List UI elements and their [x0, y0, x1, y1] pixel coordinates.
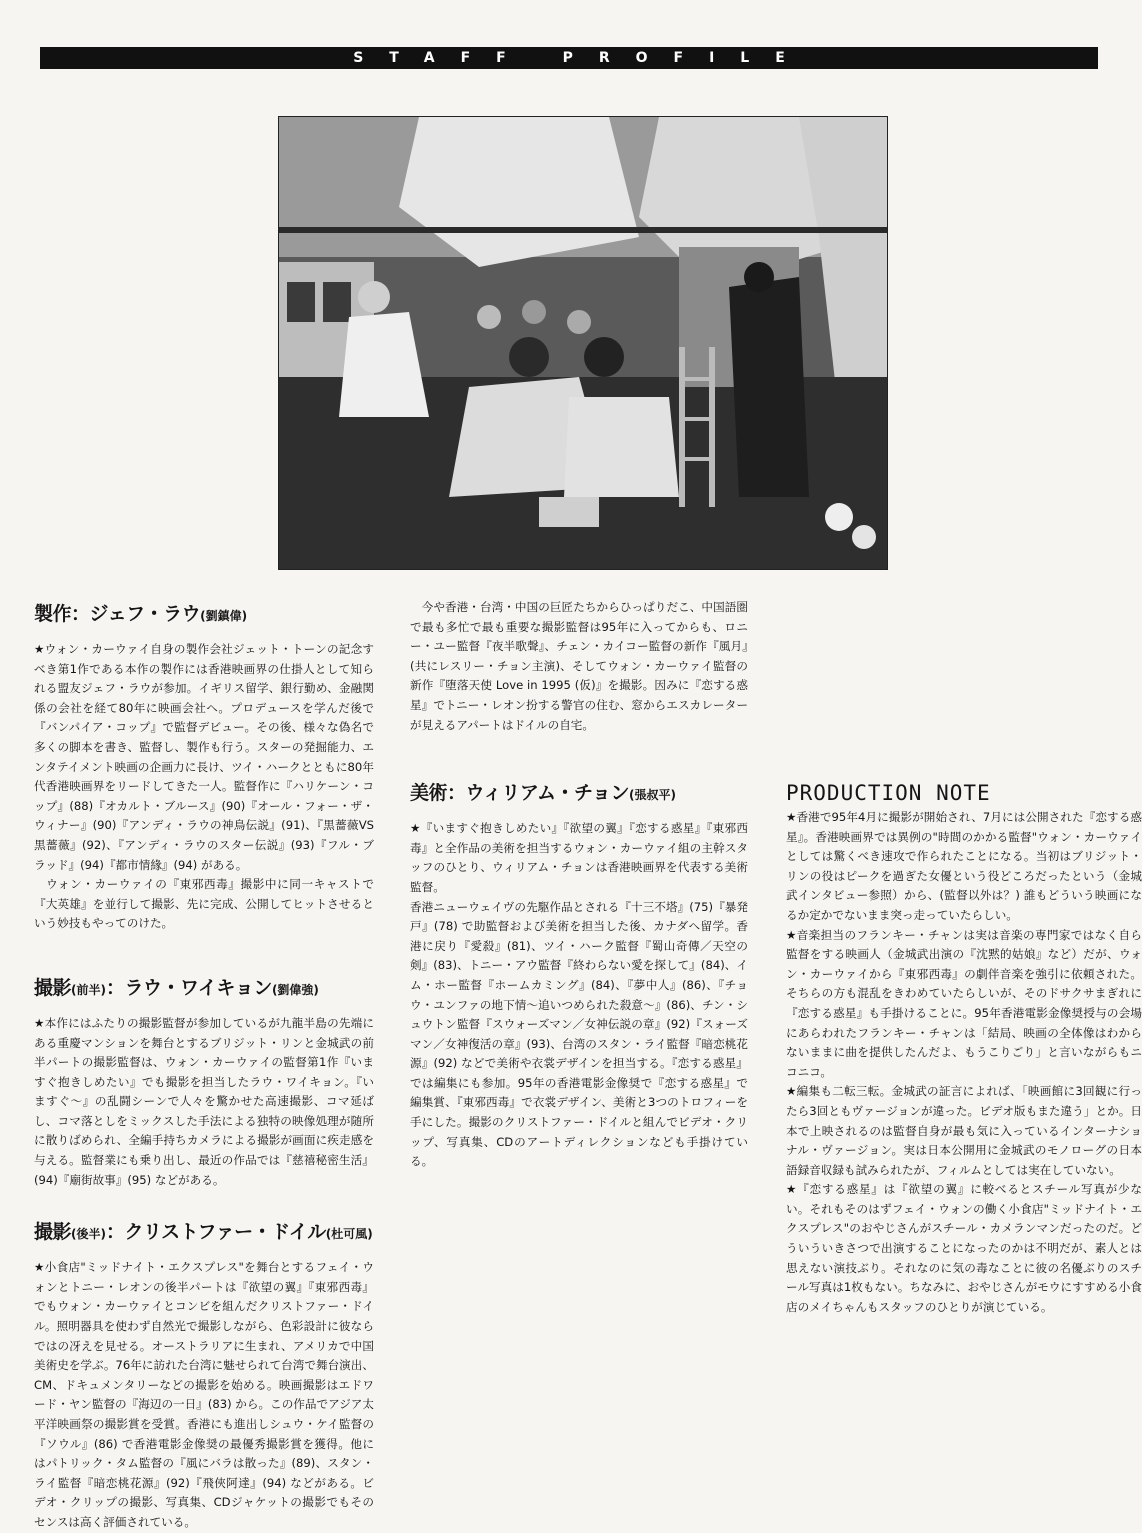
camera1-paragraph-1: ★本作にはふたりの撮影監督が参加しているが九龍半島の先端にある重慶マンションを舞台とするブリジット・リンと金城武の前半パートの撮影監督は、ウォン・カーウァイの監督第1作『いますぐ抱きしめたい』でも撮影を担当したラウ・ワイキョン。『いますぐ～』の乱闘シーンで人々を驚かせた高速撮影、コマ延ばし、コマ落としをミックスした手法による独特の映像処理が随所に散りばめられ、全編手持ちカメラによる撮影が画面に疾走感を与える。監督業にも乗り出し、最近の作品では『慈禧秘密生活』(94)『廟街故事』(95) などがある。 — [34, 1015, 374, 1187]
photo-illustration — [279, 117, 887, 569]
production-note-heading: PRODUCTION NOTE — [786, 781, 991, 805]
section-header-bar — [40, 47, 1098, 69]
camera1-heading-part-note: (前半) — [71, 982, 106, 997]
camera2-heading — [34, 1220, 374, 1246]
camera1-heading-note: (劉偉強) — [271, 982, 319, 997]
production-paragraph-1: ★香港で95年4月に撮影が開始され、7月には公開された『恋する惑星』。香港映画界では異例の"時間のかかる監督"ウォン・カーウァイとしては驚くべき速攻で作られたことになる。当初はブリジット・リンの役はピークを過ぎた女優という役どころだったという（金城武インタビュー参照）から、(監督以外は？) 誰もどういう映画になるか定かでないまま突っ走っていたらしい。 — [786, 810, 1142, 922]
art-heading-note: (張叔平) — [628, 788, 676, 803]
behind-the-scenes-photo — [278, 116, 888, 570]
production-paragraph-4: ★『恋する惑星』は『欲望の翼』に較べるとスチール写真が少ない。それもそのはずフェイ・ウォンの働く小食店"ミッドナイト・エクスプレス"のおやじさんがスチール・カメランマンだったのだ。どういういきさつで出演することになったのかは不明だが、素人とは思えない演技ぶり。それなのに気の毒なことに彼の名優ぶりのスチール写真は1枚もない。ちなみに、おやじさんがモウにすすめる小食店のメイちゃんもスタッフのひとりが演じている。 — [786, 1182, 1142, 1314]
camera1-heading-b: ：ラウ・ワイキョン — [106, 976, 272, 999]
producer-paragraph-2: ウォン・カーウァイの『東邪西毒』撮影中に同一キャストで『大英雄』を並行して撮影、先に完成、公開してヒットさせるという妙技もやってのけた。 — [34, 877, 374, 931]
camera2-heading-b: ：クリストファー・ドイル — [106, 1221, 326, 1244]
column-2 — [410, 598, 748, 1169]
production-paragraph-3: ★編集も二転三転。金城武の証言によれば、「映画館に3回観に行ったら3回ともヴァージョンが違った。ビデオ版もまた違う」とか。日本で上映されるのは監督自身が最も気に入っているインターナショナル・ヴァージョン。実は日本公開用に金城武のモノローグの日本語録音収録も試みられたが、フィルムとしては実在していない。 — [786, 1084, 1142, 1177]
camera1-heading — [34, 976, 374, 1002]
column-3 — [786, 598, 1142, 1317]
producer-heading — [34, 602, 374, 628]
column-1 — [34, 602, 374, 1529]
camera2-paragraph-2: 今や香港・台湾・中国の巨匠たちからひっぱりだこ、中国語圏で最も多忙で最も重要な撮影監督は95年に入ってからも、ロニー・ユー監督『夜半歌聲』、チェン・カイコー監督の新作『風月』(共にレスリー・チョン主演)、そしてウォン・カーウァイ監督の新作『堕落天使 Love in 1995 (仮)』を撮影。因みに『恋する惑星』でトニー・レオン扮する警官の住む、窓からエスカレーターが見えるアパートはドイルの自宅。 — [410, 600, 748, 732]
camera2-heading-part-note: (後半) — [71, 1227, 106, 1242]
production-paragraph-2: ★音楽担当のフランキー・チャンは実は音楽の専門家ではなく自ら監督をする映画人（金城武出演の『沈黙的姑娘』など）だが、ウォン・カーウァイから『東邪西毒』の劇伴音楽を強引に依頼された。そちらの方も混乱をきわめていたらしいが、そのドサクサまぎれに『恋する惑星』も手掛けることに。95年香港電影金像奨授与の会場にあらわれたフランキー・チャンは「結局、映画の全体像はわからないままに曲を提供したんだよ、もうこりごり」と言いながらもニコニコ。 — [786, 927, 1142, 1079]
producer-heading-text: 製作：ジェフ・ラウ — [34, 603, 201, 625]
section-header-title: STAFF PROFILE — [353, 50, 811, 66]
producer-paragraph-1: ★ウォン・カーウァイ自身の製作会社ジェット・トーンの記念すべき第1作である本作の製作には香港映画界の仕掛人として知られる盟友ジェフ・ラウが参加。イギリス留学、銀行勤め、金融関係の会社を経て80年に映画会社へ。プロデュースを学んだ後で『バンパイア・コップ』で監督デビュー。その後、様々な偽名で多くの脚本を書き、監督し、製作も行う。スターの発掘能力、エンタテイメント映画の企画力に長け、ツイ・ハークとともに80年代香港映画界をリードしてきた一人。監督作に『ハリケーン・コップ』(88)『オカルト・ブルース』(90)『オール・フォー・ザ・ウィナー』(90)『アンディ・ラウの神鳥伝説』(91)、『黒薔薇VS黒薔薇』(92)、『アンディ・ラウのスター伝説』(93)『フル・ブラッド』(94)『都市情緣』(94) がある。 — [34, 642, 374, 872]
art-heading — [410, 781, 748, 807]
producer-heading-note: (劉鎮偉) — [200, 609, 248, 623]
art-paragraph-2: 香港ニューウェイヴの先駆作品とされる『十三不塔』(75)『暴発戸』(78) で助監督および美術を担当した後、カナダへ留学。香港に戻り『愛殺』(81)、ツイ・ハーク監督『蜀山奇傳／天空の剣』(83)、トニー・アウ監督『終わらない愛を探して』(84)、イム・ホー監督『ホームカミング』(84)、『夢中人』(86)、『チョウ・ユンファの地下情～追いつめられた殺意～』(86)、チン・シュウトン監督『スウォーズマン／女神伝説の章』(92)『スォーズマン／女神復活の章』(93)、台湾のスタン・ライ監督『暗恋桃花源』(92) などで美術や衣裳デザインを担当する。『恋する惑星』では編集にも参加。95年の香港電影金像奨で『恋する惑星』で編集賞、『東邪西毒』で衣裳デザイン、美術と3つのトロフィーを手にした。撮影のクリストファー・ドイルと組んでビデオ・クリップ、写真集、CDのアートディレクションなども手掛けている。 — [410, 899, 748, 1169]
art-heading-text: 美術：ウィリアム・チョン — [410, 782, 629, 805]
camera2-heading-a: 撮影 — [34, 1221, 72, 1244]
art-continuation-space — [786, 598, 1142, 716]
camera2-heading-note: (杜可風) — [325, 1227, 373, 1242]
camera2-paragraph-1: ★小食店"ミッドナイト・エクスプレス"を舞台とするフェイ・ウォンとトニー・レオンの後半パートは『欲望の翼』『東邪西毒』でもウォン・カーウァイとコンビを組んだクリストファー・ドイル。照明器具を使わず自然光で撮影しながら、色彩設計に彼ならではの冴えを見せる。オーストラリアに生まれ、アメリカで中国美術史を学ぶ。76年に訪れた台湾に魅せられて台湾で舞台演出、CM、ドキュメンタリーなどの撮影を始める。映画撮影はエドワード・ヤン監督の『海辺の一日』(83) から。この作品でアジア太平洋映画祭の撮影賞を受賞。香港にも進出しシュウ・ケイ監督の『ソウル』(86) で香港電影金像奨の最優秀撮影賞を獲得。他にはパトリック・タム監督の『風にバラは散った』(89)、スタン・ライ監督『暗恋桃花源』(92)『飛俠阿達』(94) などがある。ビデオ・クリップの撮影、写真集、CDジャケットの撮影でもそのセンスは高く評価されている。 — [34, 1260, 374, 1529]
art-paragraph-1: ★『いますぐ抱きしめたい』『欲望の翼』『恋する惑星』『東邪西毒』と全作品の美術を担当するウォン・カーウァイ組の主幹スタッフのひとり、ウィリアム・チョンは香港映画界を代表する美術監督。 — [410, 821, 748, 894]
camera1-heading-a: 撮影 — [34, 976, 72, 999]
